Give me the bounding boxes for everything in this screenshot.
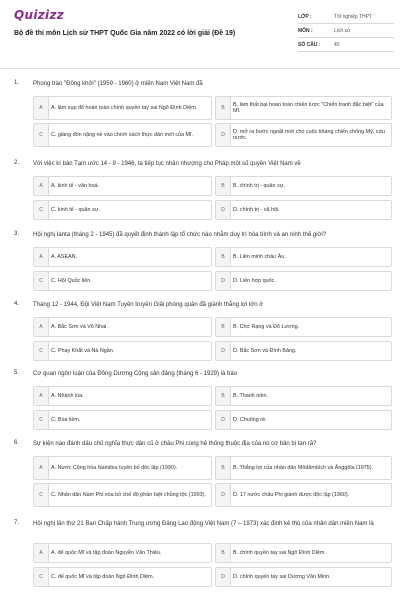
- option-letter: B: [216, 544, 231, 562]
- meta-key: MÔN :: [298, 27, 313, 34]
- option-letter: A: [34, 387, 49, 405]
- option-text: A. ASEAN.: [51, 253, 78, 260]
- option-letter: D: [216, 272, 231, 290]
- question-text: Sự kiện nào đánh dấu chủ nghĩa thực dân cũ ở châu Phi cùng hệ thống thuộc địa của nó cơ bản bị tan rã?: [33, 441, 317, 447]
- option-text: D. mở ra bước ngoặt mới cho cuộc kháng chiến chống Mỹ, cứu nước.: [233, 128, 386, 141]
- option-letter: B: [216, 318, 231, 336]
- option-b[interactable]: [215, 96, 392, 120]
- page-title: Bộ đề thi môn Lịch sử THPT Quốc Gia năm 2022 có lời giải (Đề 19): [14, 30, 236, 37]
- option-text: C. Phay Khắt và Nà Ngần.: [51, 347, 115, 354]
- question-number: 6.: [14, 440, 20, 446]
- option-text: B. Thanh niên.: [233, 392, 268, 399]
- option-text: B. chính quyền tay sai Ngô Đình Diệm.: [233, 549, 326, 556]
- option-letter: D: [216, 568, 231, 586]
- option-letter: A: [34, 544, 49, 562]
- option-text: C. Nhân dân Nam Phi xóa bỏ chế độ phân biệt chủng tộc (1993).: [51, 491, 206, 498]
- option-a[interactable]: [33, 386, 212, 406]
- option-letter: C: [34, 484, 49, 506]
- question-number: 7.: [14, 520, 20, 526]
- meta-row-class: [298, 10, 394, 24]
- option-letter: C: [34, 568, 49, 586]
- option-letter: C: [34, 124, 49, 146]
- option-b[interactable]: [215, 176, 392, 196]
- document-header: [0, 0, 400, 70]
- meta-key: SỐ CÂU :: [298, 41, 321, 48]
- option-letter: A: [34, 177, 49, 195]
- option-a[interactable]: [33, 176, 212, 196]
- option-letter: C: [34, 272, 49, 290]
- option-letter: A: [34, 457, 49, 479]
- option-a[interactable]: [33, 247, 212, 267]
- question-number: 4.: [14, 301, 20, 307]
- option-d[interactable]: [215, 271, 392, 291]
- option-text: A. đế quốc Mĩ và tập đoàn Nguyễn Văn Thiệu.: [51, 549, 162, 556]
- option-letter: C: [34, 411, 49, 429]
- option-a[interactable]: [33, 317, 212, 337]
- option-text: A. Nhành lúa.: [51, 392, 84, 399]
- option-letter: D: [216, 484, 231, 506]
- meta-key: LỚP :: [298, 13, 312, 20]
- option-text: B. chính trị - quân sự.: [233, 182, 285, 189]
- option-text: D. Bắc Sơn và Đình Bảng.: [233, 347, 297, 354]
- option-text: D. Chuông rè.: [233, 416, 267, 423]
- option-letter: D: [216, 124, 231, 146]
- option-text: A. Bắc Sơn và Võ Nhai.: [51, 323, 108, 330]
- meta-row-count: [298, 38, 394, 52]
- option-d[interactable]: [215, 200, 392, 220]
- option-text: B. Liên minh châu Âu.: [233, 253, 286, 260]
- option-letter: D: [216, 411, 231, 429]
- option-c[interactable]: [33, 567, 212, 587]
- option-d[interactable]: [215, 567, 392, 587]
- option-text: D. Liên hợp quốc.: [233, 277, 276, 284]
- option-letter: D: [216, 201, 231, 219]
- option-c[interactable]: [33, 200, 212, 220]
- option-letter: D: [216, 342, 231, 360]
- option-text: C. đế quốc Mĩ và tập đoàn Ngô Đình Diệm.: [51, 573, 155, 580]
- quizizz-logo: Quizizz: [14, 8, 65, 22]
- option-text: A. Nước Cộng hòa Namibia tuyên bố độc lập (1990).: [51, 464, 178, 471]
- option-b[interactable]: [215, 543, 392, 563]
- header-divider: [0, 68, 400, 69]
- option-text: D. chính quyền tay sai Dương Văn Minh.: [233, 573, 331, 580]
- option-b[interactable]: [215, 386, 392, 406]
- option-d[interactable]: [215, 483, 392, 507]
- meta-table: [298, 10, 394, 52]
- option-letter: B: [216, 177, 231, 195]
- meta-value: Tốt nghiệp THPT: [334, 13, 372, 20]
- option-d[interactable]: [215, 123, 392, 147]
- option-a[interactable]: [33, 96, 212, 120]
- option-c[interactable]: [33, 483, 212, 507]
- option-letter: A: [34, 248, 49, 266]
- meta-value: Lịch sử: [334, 27, 351, 34]
- question-text: Phong trào "Đồng khởi" (1959 - 1960) ở miền Nam Việt Nam đã: [33, 81, 203, 87]
- option-letter: B: [216, 457, 231, 479]
- option-text: D. chính trị - xã hội.: [233, 206, 280, 213]
- question-number: 3.: [14, 231, 20, 237]
- question-number: 5.: [14, 370, 20, 376]
- option-text: B. Thắng lợi của nhân dân Môdămbích và Ănggôla (1975).: [233, 464, 374, 471]
- option-text: D. 17 nước châu Phi giành được độc lập (1960).: [233, 491, 350, 498]
- meta-row-subject: [298, 24, 394, 38]
- meta-value: 40: [334, 41, 340, 48]
- question-text: Cơ quan ngôn luận của Đông Dương Cộng sản đảng (tháng 6 - 1929) là báo: [33, 371, 238, 377]
- option-c[interactable]: [33, 271, 212, 291]
- option-letter: B: [216, 387, 231, 405]
- option-c[interactable]: [33, 341, 212, 361]
- option-text: B. làm thất bại hoàn toàn chiến lược "Chiến tranh đặc biệt" của Mĩ.: [233, 101, 384, 114]
- question-number: 1.: [14, 80, 20, 86]
- option-d[interactable]: [215, 410, 392, 430]
- option-letter: A: [34, 97, 49, 119]
- option-b[interactable]: [215, 317, 392, 337]
- question-text: Hội nghị Ianta (tháng 2 - 1945) đã quyết định thành lập tổ chức nào nhằm duy trì hòa bình và an ninh thế giới?: [33, 232, 327, 238]
- question-text: Với việc kí bản Tạm ước 14 - 9 - 1946, ta tiếp tục nhân nhượng cho Pháp một số quyền Việt Nam về: [33, 161, 301, 167]
- option-c[interactable]: [33, 410, 212, 430]
- option-a[interactable]: [33, 543, 212, 563]
- option-text: C. Hội Quốc liên.: [51, 277, 92, 284]
- option-b[interactable]: [215, 456, 392, 480]
- option-a[interactable]: [33, 456, 212, 480]
- option-letter: C: [34, 201, 49, 219]
- option-letter: B: [216, 97, 231, 119]
- option-b[interactable]: [215, 247, 392, 267]
- option-text: B. Chợ Rạng và Đô Lương.: [233, 323, 300, 330]
- option-c[interactable]: [33, 123, 212, 147]
- option-text: C. Búa liềm.: [51, 416, 81, 423]
- option-text: C. kinh tế - quân sự.: [51, 206, 100, 213]
- option-letter: C: [34, 342, 49, 360]
- question-number: 2.: [14, 160, 20, 166]
- option-text: A. kinh tế - văn hoá.: [51, 182, 99, 189]
- question-text: Tháng 12 - 1944, Đội Việt Nam Tuyên truyền Giải phóng quân đã giành thắng lợi lớn ở: [33, 302, 264, 308]
- option-text: A. làm sụp đổ hoàn toàn chính quyền tay sai Ngô Đình Diệm.: [51, 104, 198, 111]
- question-text: Hội nghị lần thứ 21 Ban Chấp hành Trung ương Đảng Lao động Việt Nam (7 – 1973) xác định kẻ thù của nhân dân miền Nam là: [33, 521, 374, 527]
- option-text: C. giáng đòn nặng nề vào chính sách thực dân mới của Mĩ.: [51, 131, 193, 138]
- option-d[interactable]: [215, 341, 392, 361]
- option-letter: B: [216, 248, 231, 266]
- option-letter: A: [34, 318, 49, 336]
